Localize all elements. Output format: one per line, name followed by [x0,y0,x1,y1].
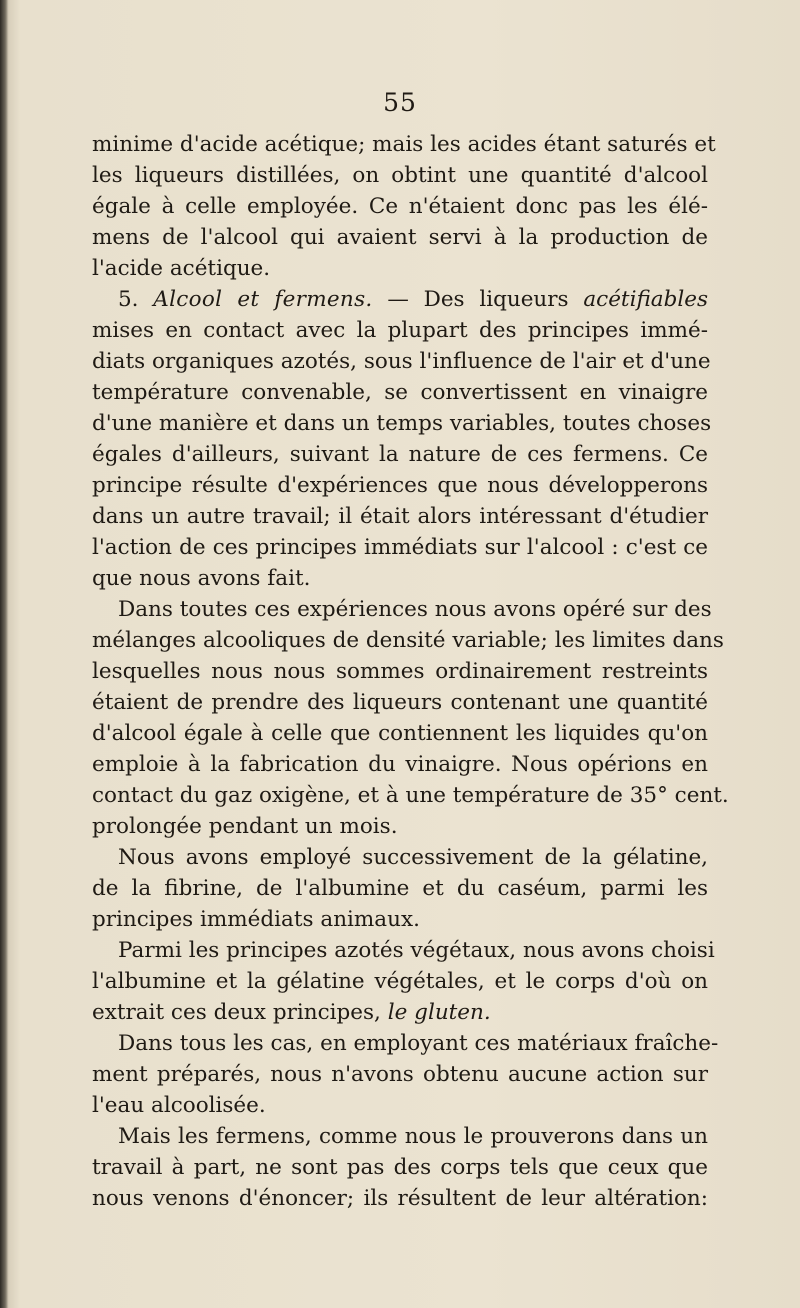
text-line: de la fibrine, de l'albumine et du caséum, parmi les [92,876,708,901]
text-line: dans un autre travail; il était alors intéressant d'étudier [92,504,708,529]
text-line: d'une manière et dans un temps variables, toutes choses [92,411,712,436]
section-text: Des liqueurs [423,287,569,312]
text-line: prolongée pendant un mois. [92,814,398,839]
section-5-heading-line [92,284,708,315]
text-line: l'albumine et la gélatine végétales, et le corps d'où on [92,969,708,994]
page-number: 55 [383,88,417,117]
gluten-line [92,997,708,1028]
text-line: ment préparés, nous n'avons obtenu aucune action sur [92,1062,708,1087]
text-line: travail à part, ne sont pas des corps tels que ceux que [92,1155,708,1180]
text-line: étaient de prendre des liqueurs contenant une quantité [92,690,708,715]
text-line: d'alcool égale à celle que contiennent les liquides qu'on [92,721,708,746]
text-line: égale à celle employée. Ce n'étaient donc pas les élé- [92,194,708,219]
text-line: mises en contact avec la plupart des principes immé- [92,318,708,343]
text-line: l'action de ces principes immédiats sur l'alcool : c'est ce [92,535,708,560]
text-line: principe résulte d'expériences que nous développerons [92,473,708,498]
text-line: principes immédiats animaux. [92,907,420,932]
book-spine-shadow [0,0,8,1308]
text-line: égales d'ailleurs, suivant la nature de ces fermens. Ce [92,442,708,467]
text-line: emploie à la fabrication du vinaigre. Nous opérions en [92,752,708,777]
text-line: mélanges alcooliques de densité variable; les limites dans [92,628,724,653]
section-dash: — [387,287,409,312]
text-line: minime d'acide acétique; mais les acides étant saturés et [92,132,716,157]
text-line: température convenable, se convertissent en vinaigre [92,380,708,405]
text-line: Parmi les principes azotés végétaux, nous avons choisi [118,938,715,963]
body-text [92,129,729,1214]
text-line: nous venons d'énoncer; ils résultent de leur altération: [92,1186,708,1211]
gluten-italic: le gluten. [387,1000,491,1025]
section-title: Alcool et fermens. [153,287,373,312]
text-line: lesquelles nous nous sommes ordinairement restreints [92,659,708,684]
text-line: Nous avons employé successivement de la gélatine, [118,845,708,870]
text-line: Dans tous les cas, en employant ces matériaux fraîche- [118,1031,719,1056]
section-italic-word: acétifiables [583,287,708,312]
section-number: 5. [118,287,139,312]
gluten-line-text: extrait ces deux principes, [92,1000,381,1025]
text-line: diats organiques azotés, sous l'influence de l'air et d'une [92,349,711,374]
text-line: l'acide acétique. [92,256,271,281]
text-line: contact du gaz oxigène, et à une température de 35° cent. [92,783,729,808]
text-line: mens de l'alcool qui avaient servi à la production de [92,225,708,250]
text-line: que nous avons fait. [92,566,311,591]
text-line: Mais les fermens, comme nous le prouverons dans un [118,1124,708,1149]
text-line: Dans toutes ces expériences nous avons opéré sur des [118,597,712,622]
text-line: les liqueurs distillées, on obtint une quantité d'alcool [92,163,708,188]
text-line: l'eau alcoolisée. [92,1093,266,1118]
